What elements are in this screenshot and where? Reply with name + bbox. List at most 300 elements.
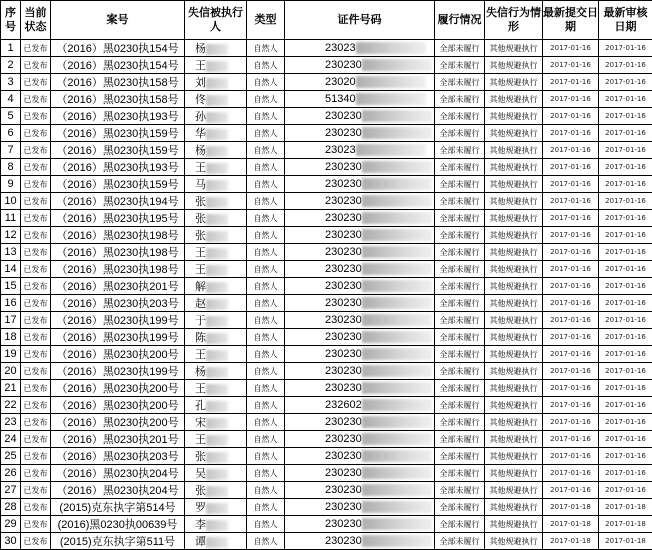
- id-number-text: 230230: [325, 433, 362, 445]
- row-id-number: [285, 516, 435, 533]
- table-row: [1, 193, 652, 210]
- row-id-number: [285, 227, 435, 244]
- redaction-blur: [362, 365, 432, 377]
- row-person-name: [185, 244, 247, 261]
- row-behavior: 其他规避执行: [485, 414, 543, 431]
- row-review-date: 2017-01-16: [599, 380, 652, 397]
- row-person-name: [185, 499, 247, 516]
- row-case-number: （2016）黑0230执158号: [51, 74, 185, 91]
- row-performance: 全部未履行: [435, 74, 485, 91]
- row-seq: 6: [1, 125, 21, 142]
- row-review-date: 2017-01-16: [599, 125, 652, 142]
- row-status: 已发布: [21, 312, 51, 329]
- id-number-text: 230230: [325, 59, 362, 71]
- id-number-text: 23023: [325, 42, 356, 54]
- row-id-number: [285, 244, 435, 261]
- row-type: 自然人: [247, 448, 285, 465]
- row-id-number: [285, 108, 435, 125]
- person-name-text: 孔: [195, 399, 206, 412]
- row-performance: 全部未履行: [435, 482, 485, 499]
- row-type: 自然人: [247, 159, 285, 176]
- table-row: [1, 533, 652, 550]
- row-case-number: （2016）黑0230执199号: [51, 312, 185, 329]
- row-review-date: 2017-01-16: [599, 414, 652, 431]
- row-performance: 全部未履行: [435, 244, 485, 261]
- row-submit-date: 2017-01-16: [543, 363, 599, 380]
- person-name-text: 杨: [195, 144, 206, 157]
- id-number-text: 230230: [325, 365, 362, 377]
- id-number-text: 230230: [325, 110, 362, 122]
- table-row: [1, 448, 652, 465]
- person-name-text: 谭: [195, 535, 206, 548]
- row-seq: 2: [1, 57, 21, 74]
- row-case-number: (2016)黑0230执00639号: [51, 516, 185, 533]
- row-performance: 全部未履行: [435, 397, 485, 414]
- row-behavior: 其他规避执行: [485, 159, 543, 176]
- redaction-blur: [362, 399, 432, 411]
- row-type: 自然人: [247, 346, 285, 363]
- row-status: 已发布: [21, 363, 51, 380]
- row-case-number: (2015)克东执字第514号: [51, 499, 185, 516]
- row-id-number: [285, 363, 435, 380]
- row-performance: 全部未履行: [435, 499, 485, 516]
- row-submit-date: 2017-01-16: [543, 193, 599, 210]
- row-id-number: [285, 380, 435, 397]
- row-person-name: [185, 210, 247, 227]
- id-number-text: 230230: [325, 518, 362, 530]
- row-performance: 全部未履行: [435, 380, 485, 397]
- row-behavior: 其他规避执行: [485, 176, 543, 193]
- row-performance: 全部未履行: [435, 363, 485, 380]
- row-behavior: 其他规避执行: [485, 346, 543, 363]
- table-row: [1, 516, 652, 533]
- id-number-text: 230230: [325, 501, 362, 513]
- row-case-number: （2016）黑0230执198号: [51, 227, 185, 244]
- id-number-text: 230230: [325, 382, 362, 394]
- row-case-number: （2016）黑0230执193号: [51, 108, 185, 125]
- redaction-blur: [356, 76, 426, 88]
- row-submit-date: 2017-01-16: [543, 142, 599, 159]
- row-id-number: [285, 312, 435, 329]
- row-id-number: [285, 176, 435, 193]
- redaction-blur: [206, 435, 228, 446]
- row-status: 已发布: [21, 380, 51, 397]
- header-behavior: 失信行为情形: [485, 1, 543, 40]
- table-row: [1, 91, 652, 108]
- row-review-date: 2017-01-16: [599, 312, 652, 329]
- redaction-blur: [362, 178, 432, 190]
- row-submit-date: 2017-01-16: [543, 125, 599, 142]
- row-case-number: (2015)克东执字第511号: [51, 533, 185, 550]
- redaction-blur: [362, 450, 432, 462]
- row-id-number: [285, 465, 435, 482]
- row-person-name: [185, 482, 247, 499]
- row-submit-date: 2017-01-16: [543, 278, 599, 295]
- row-case-number: （2016）黑0230执200号: [51, 397, 185, 414]
- person-name-text: 陈: [195, 331, 206, 344]
- id-number-text: 230230: [325, 263, 362, 275]
- row-id-number: [285, 482, 435, 499]
- row-type: 自然人: [247, 431, 285, 448]
- row-submit-date: 2017-01-16: [543, 159, 599, 176]
- row-id-number: [285, 142, 435, 159]
- header-status: 当前状态: [21, 1, 51, 40]
- row-performance: 全部未履行: [435, 193, 485, 210]
- table-row: [1, 431, 652, 448]
- row-type: 自然人: [247, 108, 285, 125]
- row-seq: 18: [1, 329, 21, 346]
- row-review-date: 2017-01-16: [599, 329, 652, 346]
- redaction-blur: [206, 129, 228, 140]
- row-id-number: [285, 57, 435, 74]
- row-case-number: （2016）黑0230执159号: [51, 125, 185, 142]
- row-submit-date: 2017-01-16: [543, 312, 599, 329]
- row-submit-date: 2017-01-18: [543, 533, 599, 550]
- redaction-blur: [362, 229, 432, 241]
- row-behavior: 其他规避执行: [485, 193, 543, 210]
- redaction-blur: [362, 195, 432, 207]
- row-case-number: （2016）黑0230执158号: [51, 91, 185, 108]
- row-review-date: 2017-01-16: [599, 176, 652, 193]
- redaction-blur: [362, 535, 432, 547]
- row-performance: 全部未履行: [435, 346, 485, 363]
- row-case-number: （2016）黑0230执201号: [51, 431, 185, 448]
- row-performance: 全部未履行: [435, 312, 485, 329]
- row-type: 自然人: [247, 142, 285, 159]
- row-status: 已发布: [21, 142, 51, 159]
- row-status: 已发布: [21, 397, 51, 414]
- row-submit-date: 2017-01-16: [543, 397, 599, 414]
- redaction-blur: [206, 180, 228, 191]
- row-seq: 7: [1, 142, 21, 159]
- id-number-text: 230230: [325, 297, 362, 309]
- row-behavior: 其他规避执行: [485, 125, 543, 142]
- row-status: 已发布: [21, 261, 51, 278]
- row-behavior: 其他规避执行: [485, 91, 543, 108]
- row-status: 已发布: [21, 499, 51, 516]
- header-person: 失信被执行人: [185, 1, 247, 40]
- row-submit-date: 2017-01-16: [543, 74, 599, 91]
- row-performance: 全部未履行: [435, 533, 485, 550]
- row-review-date: 2017-01-16: [599, 40, 652, 57]
- row-type: 自然人: [247, 380, 285, 397]
- row-person-name: [185, 227, 247, 244]
- redaction-blur: [206, 95, 228, 106]
- row-id-number: [285, 74, 435, 91]
- row-type: 自然人: [247, 516, 285, 533]
- row-status: 已发布: [21, 210, 51, 227]
- redaction-blur: [362, 416, 432, 428]
- row-person-name: [185, 329, 247, 346]
- row-type: 自然人: [247, 210, 285, 227]
- row-type: 自然人: [247, 91, 285, 108]
- row-submit-date: 2017-01-16: [543, 329, 599, 346]
- row-status: 已发布: [21, 193, 51, 210]
- redaction-blur: [206, 112, 228, 123]
- row-seq: 16: [1, 295, 21, 312]
- row-seq: 26: [1, 465, 21, 482]
- person-name-text: 孙: [195, 110, 206, 123]
- row-id-number: [285, 533, 435, 550]
- id-number-text: 230230: [325, 450, 362, 462]
- row-case-number: （2016）黑0230执204号: [51, 465, 185, 482]
- row-case-number: （2016）黑0230执201号: [51, 278, 185, 295]
- person-name-text: 吴: [195, 467, 206, 480]
- row-submit-date: 2017-01-16: [543, 108, 599, 125]
- row-review-date: 2017-01-16: [599, 91, 652, 108]
- row-id-number: [285, 40, 435, 57]
- row-review-date: 2017-01-16: [599, 278, 652, 295]
- row-type: 自然人: [247, 465, 285, 482]
- id-number-text: 23020: [325, 76, 356, 88]
- row-status: 已发布: [21, 244, 51, 261]
- row-status: 已发布: [21, 448, 51, 465]
- person-name-text: 王: [195, 161, 206, 174]
- row-behavior: 其他规避执行: [485, 244, 543, 261]
- table-row: [1, 329, 652, 346]
- redaction-blur: [362, 212, 432, 224]
- row-review-date: 2017-01-16: [599, 482, 652, 499]
- person-name-text: 马: [195, 178, 206, 191]
- row-case-number: （2016）黑0230执203号: [51, 448, 185, 465]
- row-case-number: （2016）黑0230执195号: [51, 210, 185, 227]
- table-row: [1, 57, 652, 74]
- redaction-blur: [362, 263, 432, 275]
- row-behavior: 其他规避执行: [485, 295, 543, 312]
- row-status: 已发布: [21, 516, 51, 533]
- row-seq: 28: [1, 499, 21, 516]
- id-number-text: 230230: [325, 314, 362, 326]
- row-seq: 20: [1, 363, 21, 380]
- table-row: [1, 125, 652, 142]
- row-seq: 13: [1, 244, 21, 261]
- redaction-blur: [362, 467, 432, 479]
- row-performance: 全部未履行: [435, 431, 485, 448]
- row-seq: 1: [1, 40, 21, 57]
- redaction-blur: [206, 452, 228, 463]
- row-performance: 全部未履行: [435, 227, 485, 244]
- row-seq: 17: [1, 312, 21, 329]
- row-behavior: 其他规避执行: [485, 40, 543, 57]
- row-submit-date: 2017-01-16: [543, 57, 599, 74]
- row-behavior: 其他规避执行: [485, 363, 543, 380]
- row-seq: 29: [1, 516, 21, 533]
- row-submit-date: 2017-01-16: [543, 414, 599, 431]
- id-number-text: 51340: [325, 93, 356, 105]
- row-behavior: 其他规避执行: [485, 397, 543, 414]
- row-performance: 全部未履行: [435, 465, 485, 482]
- row-case-number: （2016）黑0230执204号: [51, 482, 185, 499]
- row-behavior: 其他规避执行: [485, 465, 543, 482]
- row-type: 自然人: [247, 193, 285, 210]
- row-id-number: [285, 414, 435, 431]
- row-seq: 19: [1, 346, 21, 363]
- row-id-number: [285, 261, 435, 278]
- row-status: 已发布: [21, 159, 51, 176]
- row-type: 自然人: [247, 176, 285, 193]
- row-seq: 15: [1, 278, 21, 295]
- person-name-text: 王: [195, 433, 206, 446]
- redaction-blur: [206, 265, 228, 276]
- id-number-text: 230230: [325, 161, 362, 173]
- row-performance: 全部未履行: [435, 142, 485, 159]
- table-row: [1, 499, 652, 516]
- row-behavior: 其他规避执行: [485, 329, 543, 346]
- row-performance: 全部未履行: [435, 210, 485, 227]
- person-name-text: 华: [195, 127, 206, 140]
- row-status: 已发布: [21, 346, 51, 363]
- person-name-text: 刘: [195, 76, 206, 89]
- row-status: 已发布: [21, 108, 51, 125]
- row-seq: 14: [1, 261, 21, 278]
- table-row: [1, 176, 652, 193]
- row-status: 已发布: [21, 465, 51, 482]
- row-type: 自然人: [247, 499, 285, 516]
- row-review-date: 2017-01-16: [599, 244, 652, 261]
- row-review-date: 2017-01-16: [599, 363, 652, 380]
- row-person-name: [185, 57, 247, 74]
- person-name-text: 李: [195, 518, 206, 531]
- redaction-blur: [356, 42, 426, 54]
- row-type: 自然人: [247, 40, 285, 57]
- person-name-text: 杨: [195, 365, 206, 378]
- row-review-date: 2017-01-16: [599, 346, 652, 363]
- row-status: 已发布: [21, 176, 51, 193]
- row-review-date: 2017-01-16: [599, 210, 652, 227]
- row-behavior: 其他规避执行: [485, 448, 543, 465]
- row-status: 已发布: [21, 57, 51, 74]
- row-person-name: [185, 125, 247, 142]
- table-row: [1, 278, 652, 295]
- table-row: [1, 210, 652, 227]
- row-performance: 全部未履行: [435, 159, 485, 176]
- redaction-blur: [206, 197, 228, 208]
- table-row: [1, 227, 652, 244]
- row-person-name: [185, 516, 247, 533]
- row-status: 已发布: [21, 295, 51, 312]
- row-seq: 8: [1, 159, 21, 176]
- row-review-date: 2017-01-16: [599, 193, 652, 210]
- row-review-date: 2017-01-16: [599, 431, 652, 448]
- table-row: [1, 244, 652, 261]
- row-seq: 22: [1, 397, 21, 414]
- row-case-number: （2016）黑0230执159号: [51, 176, 185, 193]
- row-performance: 全部未履行: [435, 329, 485, 346]
- row-behavior: 其他规避执行: [485, 431, 543, 448]
- row-case-number: （2016）黑0230执154号: [51, 40, 185, 57]
- row-review-date: 2017-01-16: [599, 159, 652, 176]
- row-type: 自然人: [247, 57, 285, 74]
- row-submit-date: 2017-01-18: [543, 499, 599, 516]
- row-person-name: [185, 159, 247, 176]
- row-behavior: 其他规避执行: [485, 57, 543, 74]
- row-behavior: 其他规避执行: [485, 261, 543, 278]
- id-number-text: 230230: [325, 178, 362, 190]
- row-performance: 全部未履行: [435, 57, 485, 74]
- row-person-name: [185, 176, 247, 193]
- row-review-date: 2017-01-16: [599, 227, 652, 244]
- row-seq: 9: [1, 176, 21, 193]
- table-row: [1, 108, 652, 125]
- table-row: [1, 142, 652, 159]
- redaction-blur: [206, 61, 228, 72]
- redaction-blur: [206, 146, 228, 157]
- id-number-text: 230230: [325, 331, 362, 343]
- row-behavior: 其他规避执行: [485, 142, 543, 159]
- row-person-name: [185, 261, 247, 278]
- row-submit-date: 2017-01-16: [543, 244, 599, 261]
- row-status: 已发布: [21, 482, 51, 499]
- row-case-number: （2016）黑0230执200号: [51, 414, 185, 431]
- row-case-number: （2016）黑0230执198号: [51, 261, 185, 278]
- person-name-text: 罗: [195, 501, 206, 514]
- redaction-blur: [362, 110, 432, 122]
- redaction-blur: [206, 248, 228, 259]
- row-submit-date: 2017-01-16: [543, 465, 599, 482]
- row-id-number: [285, 125, 435, 142]
- redaction-blur: [206, 44, 228, 55]
- row-id-number: [285, 397, 435, 414]
- row-type: 自然人: [247, 74, 285, 91]
- redaction-blur: [356, 144, 426, 156]
- row-behavior: 其他规避执行: [485, 312, 543, 329]
- row-case-number: （2016）黑0230执194号: [51, 193, 185, 210]
- table-row: [1, 482, 652, 499]
- redaction-blur: [362, 484, 432, 496]
- row-person-name: [185, 448, 247, 465]
- header-seq: 序号: [1, 1, 21, 40]
- row-performance: 全部未履行: [435, 414, 485, 431]
- row-submit-date: 2017-01-16: [543, 176, 599, 193]
- redaction-blur: [206, 418, 228, 429]
- row-review-date: 2017-01-16: [599, 261, 652, 278]
- row-seq: 3: [1, 74, 21, 91]
- person-name-text: 赵: [195, 297, 206, 310]
- row-behavior: 其他规避执行: [485, 380, 543, 397]
- row-type: 自然人: [247, 227, 285, 244]
- row-behavior: 其他规避执行: [485, 210, 543, 227]
- redaction-blur: [206, 299, 228, 310]
- row-seq: 21: [1, 380, 21, 397]
- redaction-blur: [206, 469, 228, 480]
- row-status: 已发布: [21, 533, 51, 550]
- row-behavior: 其他规避执行: [485, 74, 543, 91]
- row-submit-date: 2017-01-16: [543, 210, 599, 227]
- row-performance: 全部未履行: [435, 108, 485, 125]
- row-person-name: [185, 74, 247, 91]
- table-row: [1, 380, 652, 397]
- person-name-text: 王: [195, 382, 206, 395]
- redaction-blur: [206, 316, 228, 327]
- header-id: 证件号码: [285, 1, 435, 40]
- id-number-text: 230230: [325, 348, 362, 360]
- row-person-name: [185, 431, 247, 448]
- person-name-text: 张: [195, 195, 206, 208]
- row-submit-date: 2017-01-16: [543, 482, 599, 499]
- person-name-text: 解: [195, 280, 206, 293]
- id-number-text: 230230: [325, 280, 362, 292]
- redaction-blur: [356, 93, 426, 105]
- row-id-number: [285, 193, 435, 210]
- redaction-blur: [362, 297, 432, 309]
- header-type: 类型: [247, 1, 285, 40]
- row-person-name: [185, 414, 247, 431]
- table-row: [1, 414, 652, 431]
- table-row: [1, 346, 652, 363]
- header-row: [1, 1, 652, 40]
- row-performance: 全部未履行: [435, 448, 485, 465]
- row-review-date: 2017-01-16: [599, 295, 652, 312]
